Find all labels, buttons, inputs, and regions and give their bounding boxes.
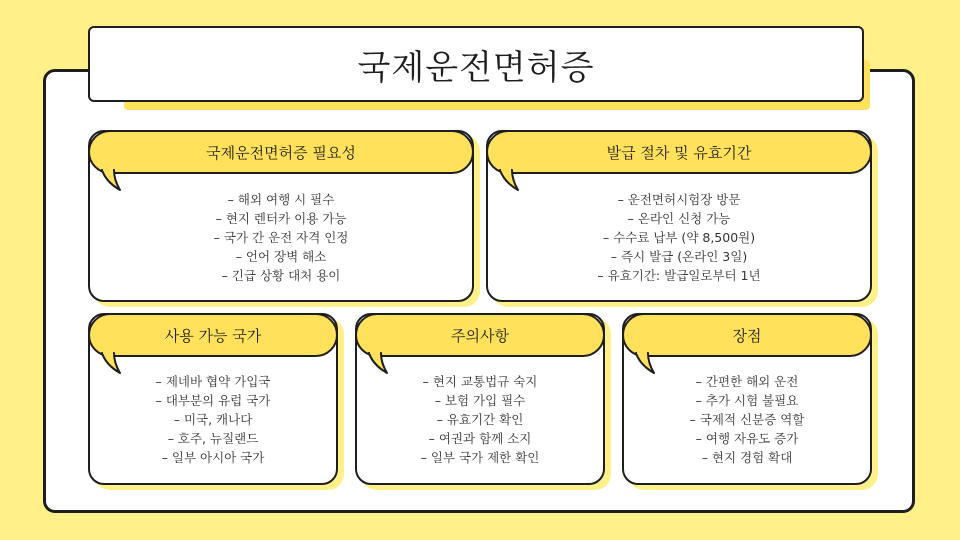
list-item: – 즉시 발급 (온라인 3일) [610, 249, 748, 264]
card-body [90, 372, 336, 467]
card-heading: 장점 [732, 326, 762, 345]
card-header [88, 130, 474, 174]
list-item: – 유효기간: 발급일로부터 1년 [597, 268, 761, 283]
card-header [88, 313, 338, 357]
list-item: – 긴급 상황 대처 용이 [221, 268, 341, 283]
list-item: – 추가 시험 불필요 [695, 393, 799, 408]
speech-tail-icon [100, 170, 126, 192]
card-heading: 주의사항 [451, 326, 509, 345]
card-header [355, 313, 605, 357]
list-item: – 간편한 해외 운전 [695, 374, 799, 389]
list-item: – 해외 여행 시 필수 [227, 192, 335, 207]
card-heading: 사용 가능 국가 [164, 326, 262, 345]
list-item: – 제네바 협약 가입국 [155, 374, 271, 389]
list-item: – 호주, 뉴질랜드 [167, 431, 259, 446]
list-item: – 현지 교통법규 숙지 [422, 374, 538, 389]
speech-tail-icon [498, 170, 524, 192]
card-heading: 발급 절차 및 유효기간 [606, 143, 752, 162]
list-item: – 운전면허시험장 방문 [617, 192, 741, 207]
list-item: – 일부 국가 제한 확인 [420, 450, 540, 465]
list-item: – 현지 경험 확대 [701, 450, 793, 465]
card-body [624, 372, 870, 467]
card-body [90, 190, 472, 285]
list-item: – 국가 간 운전 자격 인정 [213, 230, 349, 245]
card-countries [88, 313, 338, 485]
card-cautions [355, 313, 605, 485]
list-item: – 보험 가입 필수 [434, 393, 526, 408]
list-item: – 온라인 신청 가능 [627, 211, 731, 226]
list-item: – 유효기간 확인 [436, 412, 524, 427]
list-item: – 일부 아시아 국가 [161, 450, 265, 465]
card-heading: 국제운전면허증 필요성 [206, 143, 356, 162]
list-item: – 미국, 캐나다 [173, 412, 253, 427]
list-item: – 여행 자유도 증가 [695, 431, 799, 446]
page-title: 국제운전면허증 [357, 47, 595, 88]
list-item: – 현지 렌터카 이용 가능 [215, 211, 347, 226]
card-body [488, 190, 870, 285]
list-item: – 국제적 신분증 역할 [689, 412, 805, 427]
title-box [88, 26, 864, 102]
card-necessity [88, 130, 474, 302]
list-item: – 대부분의 유럽 국가 [155, 393, 271, 408]
card-issuance [486, 130, 872, 302]
list-item: – 여권과 함께 소지 [428, 431, 532, 446]
card-body [357, 372, 603, 467]
list-item: – 언어 장벽 해소 [235, 249, 327, 264]
list-item: – 수수료 납부 (약 8,500원) [602, 230, 756, 245]
card-header [486, 130, 872, 174]
card-advantages [622, 313, 872, 485]
card-header [622, 313, 872, 357]
